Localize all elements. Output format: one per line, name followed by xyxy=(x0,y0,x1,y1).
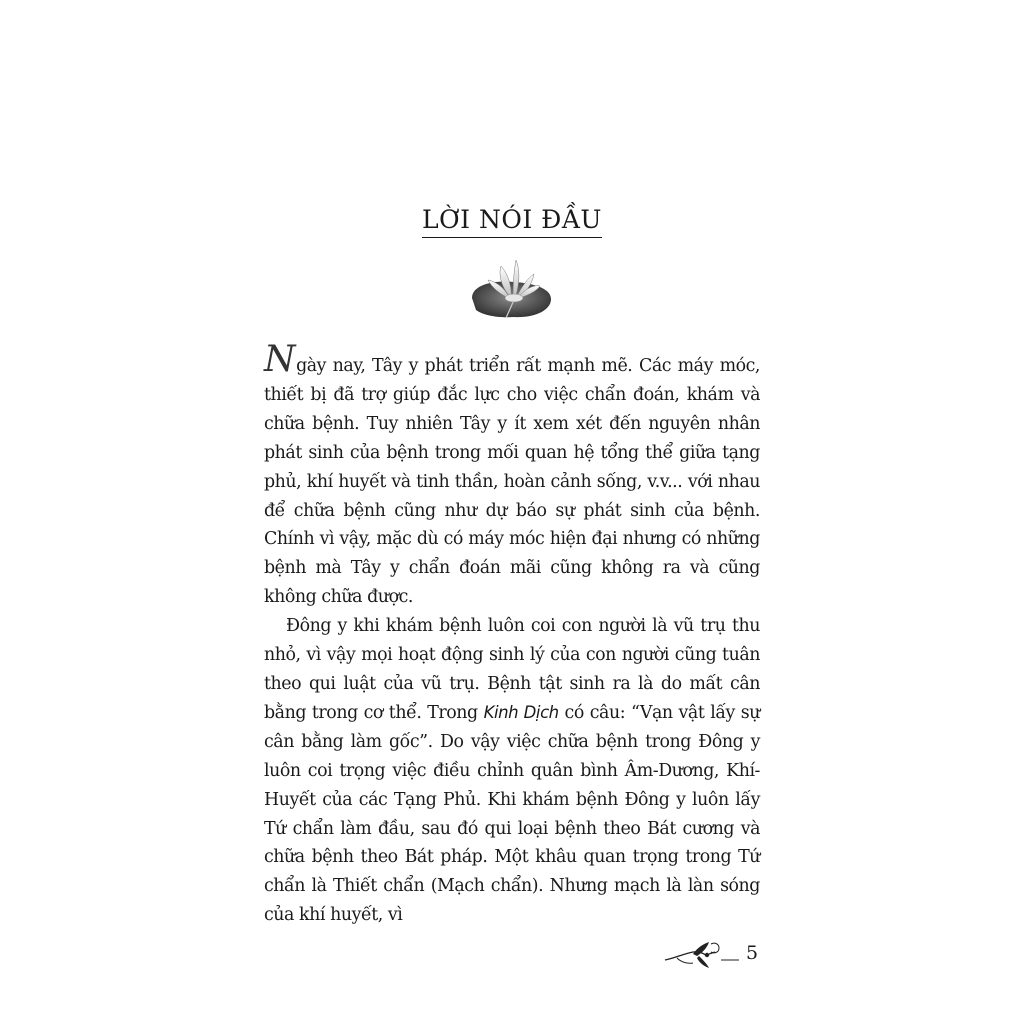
paragraph-2-text-a: Đông y khi khám bệnh luôn coi con người là vũ trụ thu nhỏ, vì vậy mọi hoạt động sinh lý của con người cũng tuân theo qui luật của vũ trụ. Bệnh tật sinh ra là do mất cân bằng trong cơ thể. Trong xyxy=(264,616,760,723)
paragraph-2 xyxy=(264,612,760,930)
lotus-flower-icon xyxy=(466,258,556,323)
paragraph-1-text: gày nay, Tây y phát triển rất mạnh mẽ. Các máy móc, thiết bị đã trợ giúp đắc lực cho việc chẩn đoán, khám và chữa bệnh. Tuy nhiên Tây y ít xem xét đến nguyên nhân phát sinh của bệnh trong mối quan hệ tổng thể giữa tạng phủ, khí huyết và tinh thần, hoàn cảnh sống, v.v... với nhau để chữa bệnh cũng như dự báo sự phát sinh của bệnh. Chính vì vậy, mặc dù có máy móc hiện đại nhưng có những bệnh mà Tây y chẩn đoán mãi cũng không ra và cũng không chữa được. xyxy=(264,356,760,608)
paragraph-2-text-b: có câu: “Vạn vật lấy sự cân bằng làm gốc”. Do vậy việc chữa bệnh trong Đông y luôn coi trọng việc điều chỉnh quân bình Âm-Dương, Khí-Huyết của các Tạng Phủ. Khi khám bệnh Đông y luôn lấy Tứ chẩn làm đầu, sau đó qui loại bệnh theo Bát cương và chữa bệnh theo Bát pháp. Một khâu quan trọng trong Tứ chẩn là Thiết chẩn (Mạch chẩn). Nhưng mạch là làn sóng của khí huyết, vì xyxy=(264,702,760,926)
paragraph-1 xyxy=(264,339,760,612)
drop-cap: N xyxy=(264,339,296,380)
page-number: 5 xyxy=(746,942,759,964)
book-title-italic: Kinh Dịch xyxy=(483,702,559,722)
page-title: LỜI NÓI ĐẦU xyxy=(422,205,602,238)
title-container xyxy=(0,205,1024,238)
body-text xyxy=(264,339,760,930)
bird-ornament-icon xyxy=(663,938,741,972)
